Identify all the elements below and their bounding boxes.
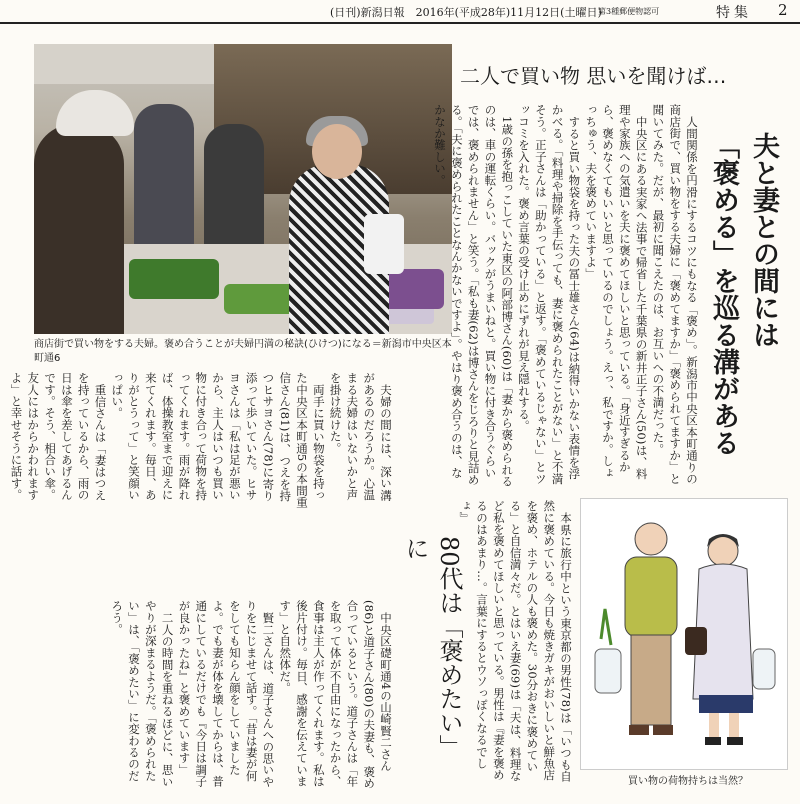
headline-line-2: 「褒める」を巡る溝がある xyxy=(708,132,739,456)
paragraph: 賢二さんは、道子さんへの思いやりをにじませて話す。「昔は妻が何をしても知らん顔をしていましたよ。でも妻が体を壊してからは、普通にしているだけでも『今日は調子が良かったね』と褒めています」 xyxy=(177,600,276,788)
article-subhead: 二人で買い物 思いを聞けば… xyxy=(460,64,727,88)
paragraph: 本県に旅行中という東京都の男性(78)は「いつも自然に褒めている。今日も焼きガキがおいしいと鮮魚店を褒め、ホテルの人も褒めた。30分おきに褒めている」と自信満々だ。とはいえ妻(69)は「夫は、料理など私を褒めてほしいと思っている。男性は『妻を褒めるのはあまり…。言葉にするとウソっぽくなるでしょ』 xyxy=(458,500,573,782)
headline-line-1: 夫と妻との間には xyxy=(748,132,779,348)
paper-name-date: (日刊)新潟日報 2016年(平成28年)11月12日(土曜日) xyxy=(330,6,602,19)
paragraph: 重信さんは「妻はつえを持っているから、雨の日は傘を差してあげるんです。そう、相合い傘。友人にはからかわれますよ」と幸せそうに話す。 xyxy=(9,372,108,501)
paragraph: 夫婦の間には、深い溝があるのだろうか。心温まる夫婦はいないかと声を掛け続けた。 xyxy=(328,372,393,501)
page-header xyxy=(0,0,800,24)
page-number: 2 xyxy=(778,1,788,19)
paragraph: すると買い物袋を持った夫の冨士雄さん(64)は納得いかない表情を浮かべる。「料理や掃除を手伝っても、妻に褒められたことがない」と不満そう。正子さんは「助かっている」と返す。「褒めているじゃない」とツッコミを入れた。褒め言葉の受け止めにずれが見え隠れする。 xyxy=(517,104,582,485)
secondary-headline: 80代は「褒めたい」に xyxy=(401,536,463,747)
postal-license: 第3種郵便物認可 xyxy=(598,7,660,16)
article-body-d xyxy=(34,600,394,790)
illustration-caption: 買い物の荷物持ちは当然？ xyxy=(628,776,748,787)
article-body-c xyxy=(9,372,394,512)
paragraph: 人間関係を円滑にするコツにもなる「褒め」。新潟市中央区本町通りの商店街で、買い物をする夫婦に「褒めてますか」「褒められてますか」と聞いてみた。だが、最初に聞こえたのは、お互いへの不満だった。 xyxy=(651,104,699,485)
news-photo xyxy=(34,44,452,334)
paragraph: 両手に買い物袋を持った中央区本町通5の本間重信さん(81)は、つえを持つヒサヨさん(78)に寄り添って歩いていた。ヒサヨさんは「私は足が悪いから、主人はいつも買い物に付き合って荷物を持ってくれます。雨が降れば、体操教室まで迎えに来てくれます。毎日、ありがとうって」と笑顔いっぱい。 xyxy=(110,372,326,509)
paragraph: 1歳の孫を抱っこしていた東区の阿部博さん(60)は「妻から褒められるのは、車の運転くらい。バックがうまいねと。買い物に付き合うぐらいでは、褒められません」と笑う。「私も妻(62)は博さんをじろりと見詰める。「夫に褒められたことなんかないですよ」。やはり褒め合うのは、なかなか難しい。 xyxy=(433,104,515,487)
paragraph: 中央区にある実家へ法事で帰省した千葉県の新井正子さん(50)は、料理や家族への気遣いを夫に褒めてほしいと思っている。「身近すぎるから、褒めなくてもいいと思っているのでしょう。えっ、私ですか。しょっちゅう、夫を褒めていますよ」 xyxy=(584,104,649,480)
article-body-a xyxy=(433,104,700,490)
article-body-b xyxy=(456,500,574,782)
couple-illustration xyxy=(580,498,788,770)
couple-drawing xyxy=(581,499,787,769)
photo-caption: 商店街で買い物をする夫婦。褒め合うことが夫婦円満の秘訣(ひけつ)になる＝新潟市中央区本町通6 xyxy=(34,339,452,364)
paragraph: 二人の時間を重ねるほどに、思いやりが深まるようだ。「褒められたい」は、「褒めたい」に変わるのだろう。 xyxy=(110,600,175,787)
section-label: 特集 xyxy=(716,5,752,21)
paragraph: 中央区礎町通4の山崎賢二さん(86)と道子さん(80)の夫妻も、褒め合っているという。道子さんは「年を取って体が不自由になったから、食事は主人が作ってくれます。私は後片付け。毎日、感謝を伝えています」と自然体だ。 xyxy=(278,600,393,790)
